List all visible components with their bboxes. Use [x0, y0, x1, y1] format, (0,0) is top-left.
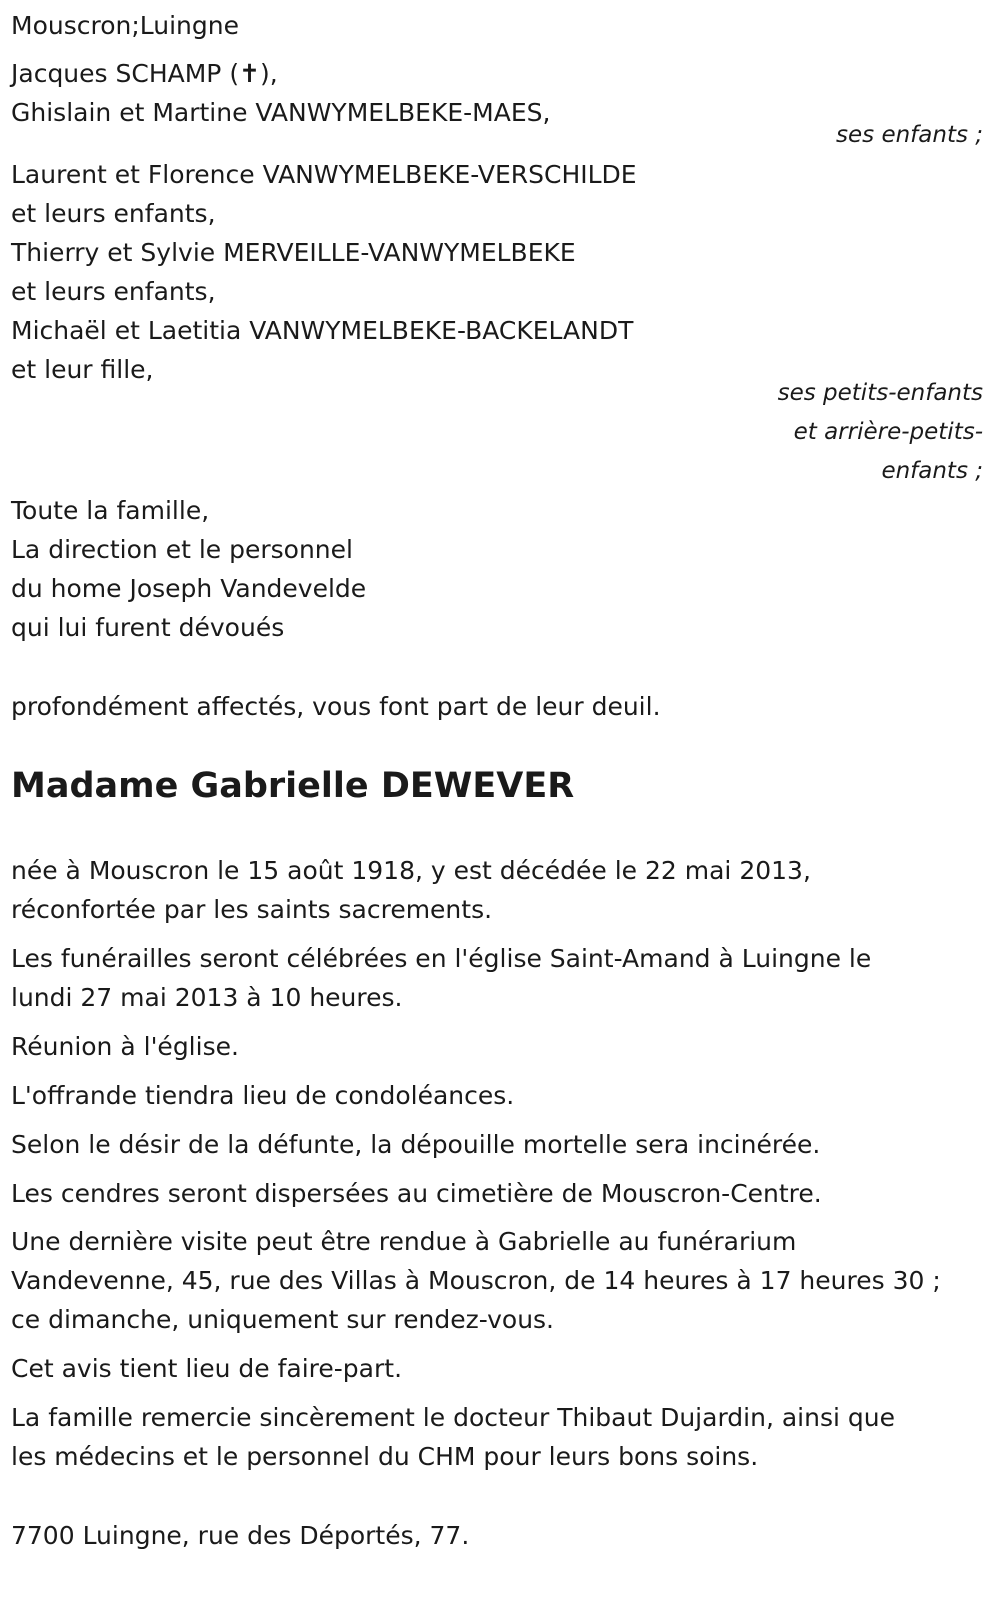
obituary-notice [11, 0, 983, 1600]
paragraph-line: Les cendres seront dispersées au cimetière de Mouscron-Centre. [11, 1179, 822, 1208]
grandchildren-line: Laurent et Florence VANWYMELBEKE-VERSCHILDE [11, 160, 637, 189]
announcement: profondément affectés, vous font part de leur deuil. [11, 692, 661, 721]
paragraph-line: les médecins et le personnel du CHM pour leurs bons soins. [11, 1442, 759, 1471]
paragraph-line: Vandevenne, 45, rue des Villas à Mouscron, de 14 heures à 17 heures 30 ; [11, 1266, 941, 1295]
paragraph-line: lundi 27 mai 2013 à 10 heures. [11, 983, 403, 1012]
deceased-name: Madame Gabrielle DEWEVER [11, 766, 575, 806]
grandchildren-label: enfants ; [881, 458, 983, 484]
other-family-line: Toute la famille, [11, 496, 210, 525]
other-family-line: La direction et le personnel [11, 535, 353, 564]
paragraph-line: née à Mouscron le 15 août 1918, y est décédée le 22 mai 2013, [11, 856, 811, 885]
grandchildren-line: et leur fille, [11, 355, 154, 384]
grandchildren-line: et leurs enfants, [11, 277, 216, 306]
paragraph-line: La famille remercie sincèrement le docteur Thibaut Dujardin, ainsi que [11, 1403, 895, 1432]
paragraph-line: ce dimanche, uniquement sur rendez-vous. [11, 1305, 555, 1334]
paragraph-line: Une dernière visite peut être rendue à Gabrielle au funérarium [11, 1227, 797, 1256]
other-family-line: du home Joseph Vandevelde [11, 574, 367, 603]
location: Mouscron;Luingne [11, 11, 239, 40]
address: 7700 Luingne, rue des Déportés, 77. [11, 1521, 470, 1550]
paragraph-line: Selon le désir de la défunte, la dépouille mortelle sera incinérée. [11, 1130, 821, 1159]
paragraph-line: Réunion à l'église. [11, 1032, 239, 1061]
paragraph-line: Les funérailles seront célébrées en l'église Saint-Amand à Luingne le [11, 944, 872, 973]
grandchildren-line: Michaël et Laetitia VANWYMELBEKE-BACKELANDT [11, 316, 634, 345]
grandchildren-label: et arrière-petits- [793, 419, 983, 445]
family-line-1: Jacques SCHAMP (✝), [11, 59, 278, 88]
family-line-2: Ghislain et Martine VANWYMELBEKE-MAES, [11, 98, 551, 127]
paragraph-line: réconfortée par les saints sacrements. [11, 895, 493, 924]
grandchildren-line: et leurs enfants, [11, 199, 216, 228]
grandchildren-line: Thierry et Sylvie MERVEILLE-VANWYMELBEKE [11, 238, 576, 267]
grandchildren-label: ses petits-enfants [777, 380, 983, 406]
paragraph-line: L'offrande tiendra lieu de condoléances. [11, 1081, 515, 1110]
other-family-line: qui lui furent dévoués [11, 613, 285, 642]
children-label: ses enfants ; [836, 122, 983, 148]
paragraph-line: Cet avis tient lieu de faire-part. [11, 1354, 403, 1383]
